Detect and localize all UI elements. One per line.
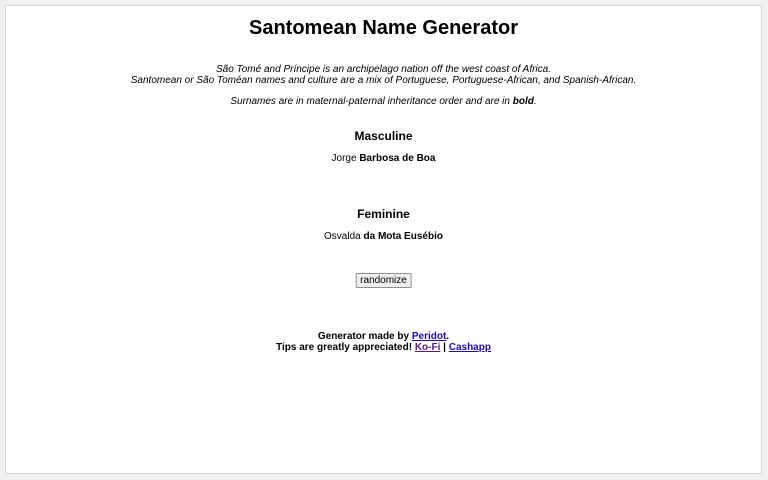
masculine-surname: Barbosa de Boa: [359, 153, 436, 164]
kofi-link[interactable]: Ko-Fi: [414, 342, 441, 353]
intro-text: [6, 64, 761, 107]
page-title: Santomean Name Generator: [249, 17, 518, 39]
footer-tips-line: [6, 342, 761, 353]
footer: [6, 331, 761, 353]
masculine-given-name: Jorge: [331, 153, 360, 164]
feminine-name: [6, 231, 761, 242]
feminine-heading: Feminine: [357, 207, 410, 221]
cashapp-link[interactable]: Cashapp: [448, 342, 491, 353]
footer-period: .: [446, 331, 450, 342]
intro-line-2: Santomean or São Toméan names and culture are a mix of Portuguese, Portuguese-African, and Spanish-African.: [130, 75, 637, 86]
intro-line-3-suffix: .: [533, 96, 537, 107]
masculine-heading: Masculine: [354, 129, 413, 143]
footer-credit-line: [6, 331, 761, 342]
intro-line-3-prefix: Surnames are in maternal-paternal inheritance order and are in: [230, 96, 513, 107]
peridot-link[interactable]: Peridot: [411, 331, 447, 342]
intro-line-3: [6, 96, 761, 107]
intro-bold-word: bold: [512, 96, 534, 107]
feminine-surname: da Mota Eusébio: [363, 231, 443, 242]
footer-tips-text: Tips are greatly appreciated!: [276, 342, 415, 353]
feminine-given-name: Osvalda: [324, 231, 364, 242]
masculine-name: [6, 153, 761, 164]
footer-separator: |: [440, 342, 449, 353]
randomize-button[interactable]: randomize: [355, 273, 412, 288]
footer-made-by-text: Generator made by: [317, 331, 412, 342]
intro-line-1: São Tomé and Príncipe is an archipelago nation off the west coast of Africa.: [215, 64, 551, 75]
page-container: [5, 5, 762, 474]
